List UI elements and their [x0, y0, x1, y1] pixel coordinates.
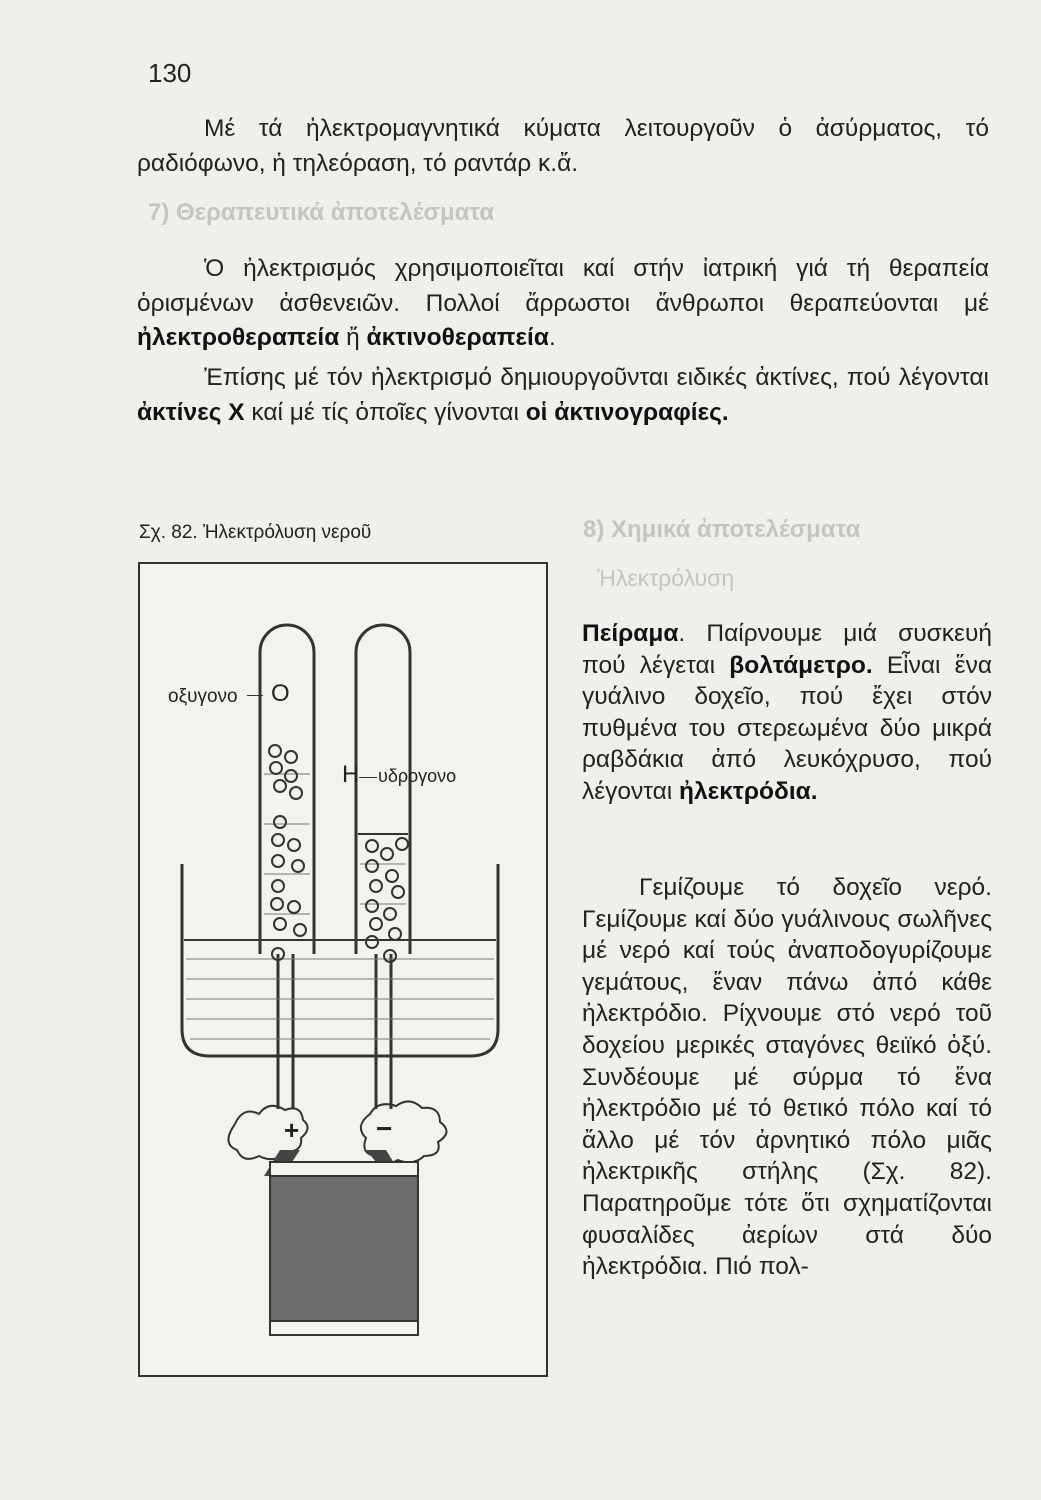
label-hydrogen: υδρογονο: [378, 766, 457, 786]
negative-terminal-sign: −: [376, 1113, 393, 1144]
oxygen-pointer: [247, 695, 263, 696]
section8-subheading: Ἠλεκτρόλυση: [597, 565, 735, 591]
section7-p1-e: .: [548, 324, 556, 351]
term-radiographs: οἱ ἀκτινογραφίες.: [525, 398, 729, 426]
battery-base: [270, 1321, 418, 1335]
intro-text: Μέ τά ἠλεκτρομαγνητικά κύματα λειτουργοῦν ὁ ἀσύρματος, τό ραδιόφωνο, ἡ τηλεόραση, τό ραντάρ κ.ἄ.: [137, 115, 989, 177]
term-experiment: Πείραμα: [582, 620, 679, 647]
symbol-oxygen: O: [271, 680, 290, 707]
battery-cap: [270, 1162, 418, 1176]
section7-p2-wrap: [137, 361, 989, 430]
hydrogen-tube: [356, 625, 410, 954]
section7-p2-c: καί μέ τίς ὁποῖες γίνονται: [244, 398, 526, 426]
battery-body: [270, 1176, 418, 1321]
positive-terminal-sign: +: [284, 1115, 300, 1145]
section7-heading: 7) Θεραπευτικά ἀποτελέσματα: [148, 199, 495, 226]
section8-paragraph-2: [582, 872, 992, 1283]
electrolysis-figure: [138, 562, 548, 1377]
term-electrotherapy: ἠλεκτροθεραπεία: [137, 324, 340, 351]
beaker-outline: [182, 864, 498, 1056]
intro-paragraph: [137, 112, 989, 181]
term-voltameter: βολτάμετρο.: [729, 651, 873, 679]
section8-heading: 8) Χημικά ἀποτελέσματα: [583, 516, 861, 543]
section8-p1-d: Εἶναι ἕνα γυάλινο δοχεῖο, πού ἔχει στόν πυθμένα του στερεωμένα δύο μικρά ραβδάκια ἀπό λευκόχρυσο, πού λέγονται: [582, 651, 993, 805]
section8-p1-b: . Παίρνουμε μιά συσκευή πού λέγεται: [582, 620, 992, 679]
section7-paragraph-2: [137, 361, 989, 430]
section7-p2-a: Ἐπίσης μέ τόν ἠλεκτρισμό δημιουργοῦνται ειδικές ἀκτίνες, πού λέγονται: [204, 364, 989, 391]
section8-paragraph-1: [582, 618, 992, 808]
section8-p2-text: Γεμίζουμε τό δοχεῖο νερό. Γεμίζουμε καί δύο γυάλινους σωλῆνες μέ νερό καί τούς ἀναποδογυρίζουμε γεμάτους, ἕναν πάνω ἀπό κάθε ἠλεκτρόδιο. Ρίχνουμε στό νερό τοῦ δοχείου μερικές σταγόνες θειϊκό ὀξύ. Συνδέουμε μέ σύρμα τό ἕνα ἠλεκτρόδιο μέ τό θετικό πόλο καί τό ἄλλο μέ τόν ἀρνητικό πόλο μιᾶς ἠλεκτρικῆς στήλης (Σχ. 82). Παρατηροῦμε τότε ὅτι σχηματίζονται φυσαλίδες ἀερίων στά δύο ἠλεκτρόδια. Πιό πολ-: [582, 874, 992, 1281]
section7-p1-c: ἤ: [339, 324, 367, 351]
symbol-hydrogen: H: [342, 761, 360, 788]
term-x-rays: ἀκτίνες Χ: [137, 398, 245, 426]
figure-caption: Σχ. 82. Ἠλεκτρόλυση νεροῦ: [139, 522, 372, 543]
term-radiotherapy: ἀκτινοθεραπεία: [366, 324, 549, 351]
term-electrodes: ἠλεκτρόδια.: [679, 777, 818, 805]
oxygen-tube: [260, 625, 314, 954]
label-oxygen: οξυγονο: [168, 686, 238, 707]
page-number: 130: [148, 58, 192, 88]
hydrogen-pointer: [359, 777, 377, 778]
section7-p1-wrap: [137, 252, 989, 356]
section7-paragraph-1: [137, 252, 989, 356]
section7-p1-a: Ὁ ἠλεκτρισμός χρησιμοποιεῖται καί στήν ἰατρική γιά τή θεραπεία ὁρισμένων ἀσθενειῶν. Πολλοί ἄρρωστοι ἄνθρωποι θεραπεύονται μέ: [137, 255, 989, 317]
